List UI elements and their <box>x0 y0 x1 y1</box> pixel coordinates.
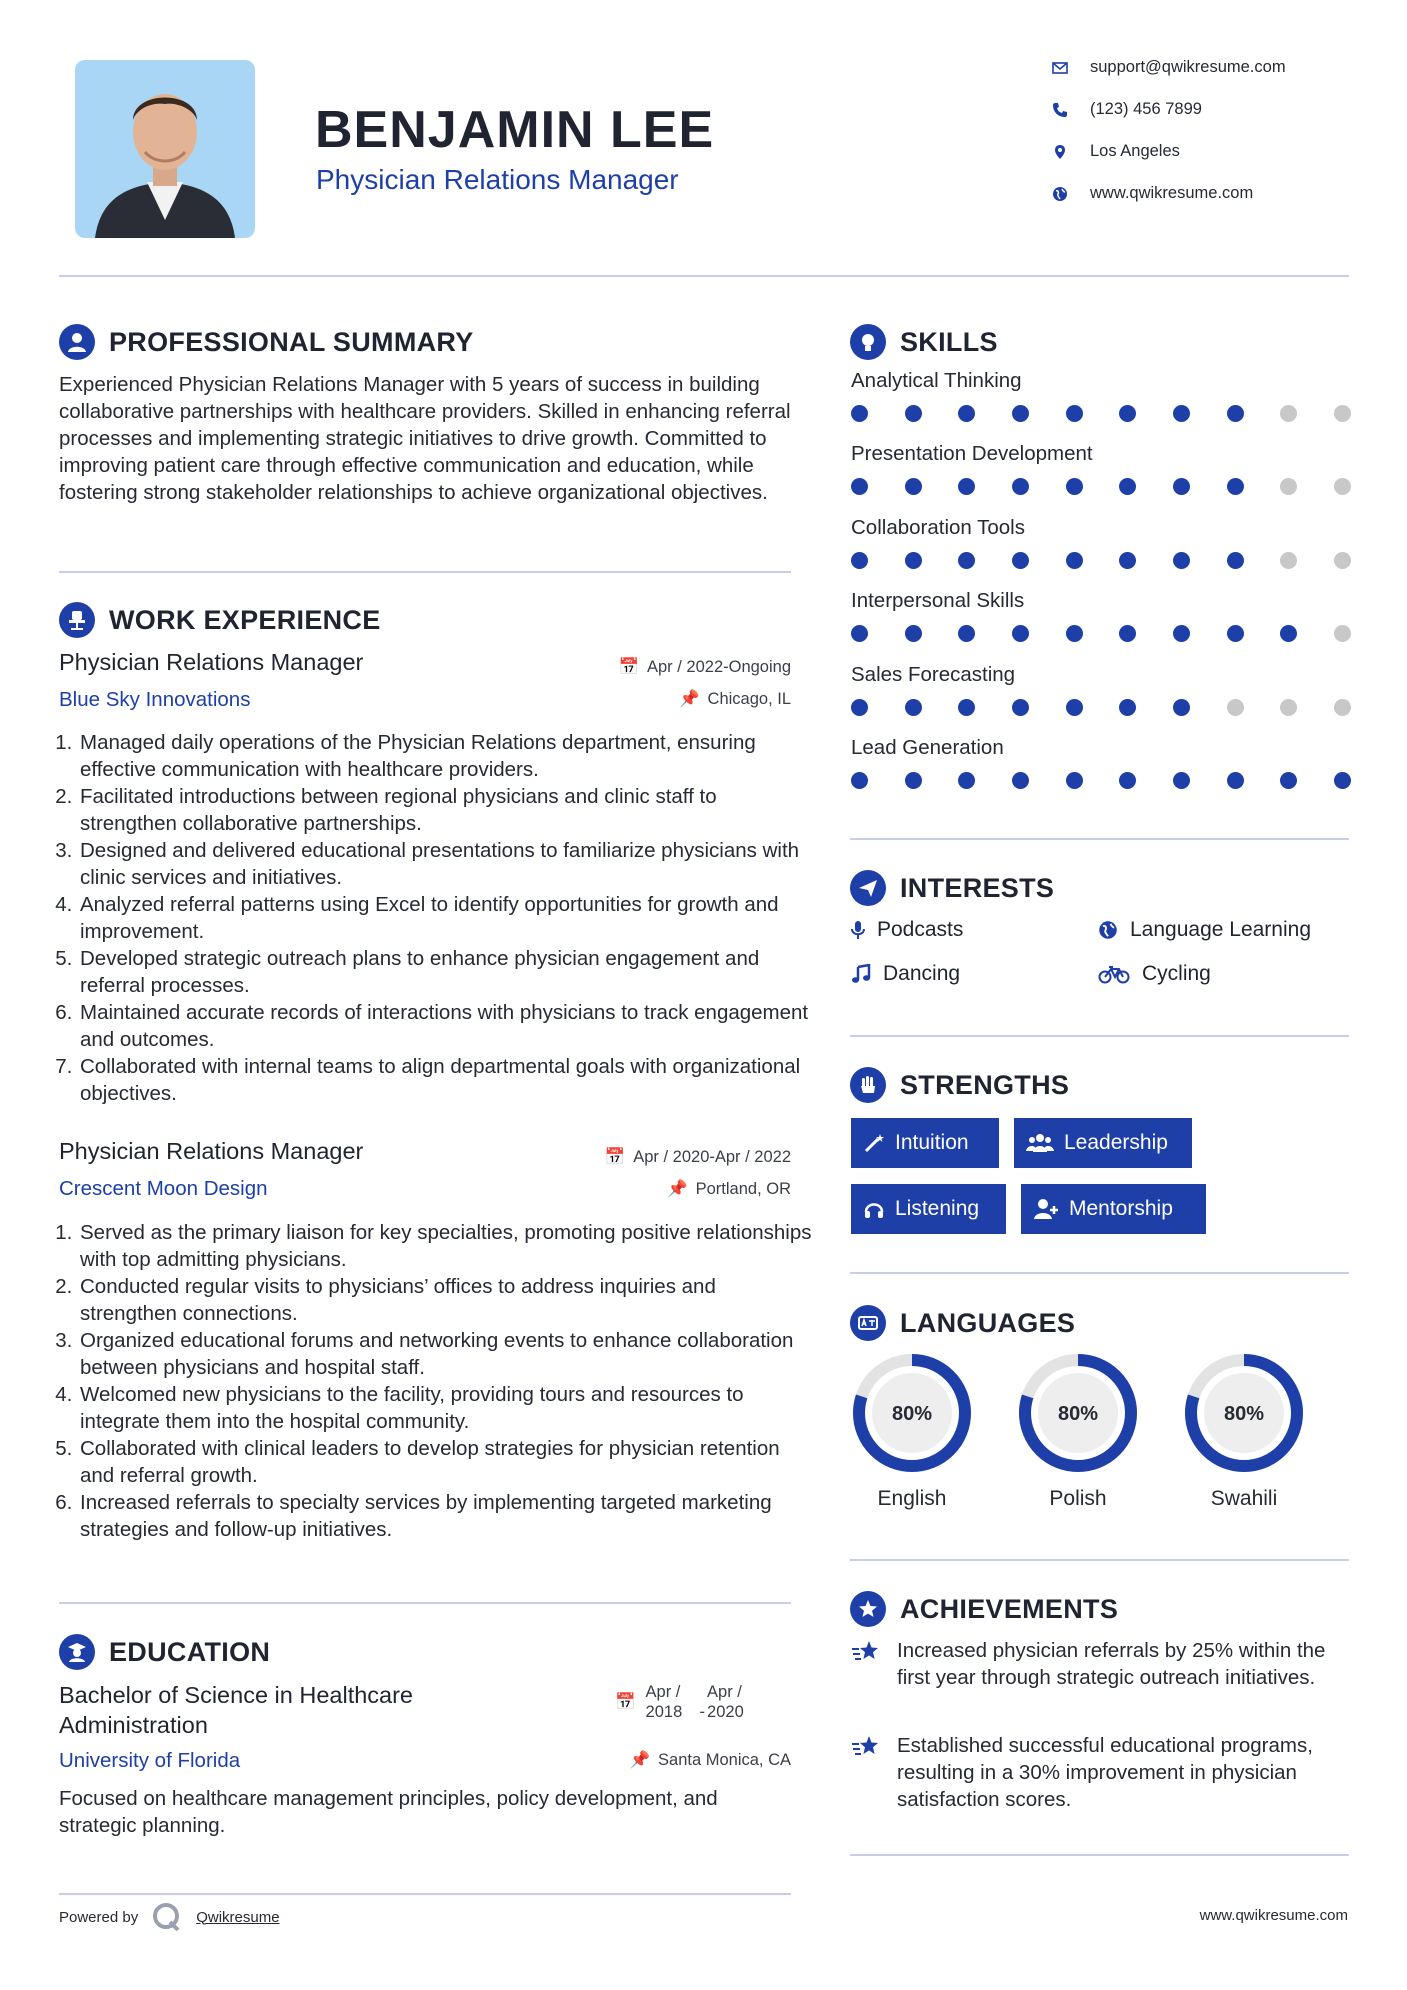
language-progress-ring <box>1183 1352 1305 1474</box>
rating-dot-filled <box>1012 699 1029 716</box>
contact-website-text: www.qwikresume.com <box>1090 184 1254 202</box>
rating-dot-filled <box>1173 699 1190 716</box>
rating-dot-filled <box>1334 772 1351 789</box>
qwikresume-logo-icon <box>150 1900 184 1934</box>
list-item: 7. Collaborated with internal teams to align departmental goals with organizational objectives. <box>78 1053 813 1107</box>
paper-plane-icon <box>850 870 886 906</box>
rating-dot-filled <box>1280 625 1297 642</box>
shooting-star-icon <box>851 1734 883 1760</box>
microphone-icon <box>851 920 865 940</box>
rating-dot-filled <box>1119 552 1136 569</box>
strength-label: Intuition <box>895 1131 969 1154</box>
interest-dancing <box>851 962 960 986</box>
rating-dot-filled <box>1066 552 1083 569</box>
achievements-heading <box>850 1591 1118 1627</box>
rating-dot-filled <box>1119 625 1136 642</box>
rating-dot-filled <box>958 699 975 716</box>
location-pin-icon <box>1052 144 1068 160</box>
job-1-date <box>480 658 791 677</box>
language-ring-swahili <box>1183 1352 1305 1474</box>
skills-heading <box>850 324 998 360</box>
language-icon <box>850 1305 886 1341</box>
achievement-item-1 <box>851 1637 1351 1691</box>
skill-item <box>851 589 1351 662</box>
skill-name: Analytical Thinking <box>851 369 1022 392</box>
calendar-icon: 📅 <box>615 1692 636 1711</box>
language-name: Polish <box>1049 1487 1107 1510</box>
job-1-date-text: Apr / 2022-Ongoing <box>646 658 791 676</box>
education-description: Focused on healthcare management principles, policy development, and strategic planning. <box>59 1787 718 1837</box>
ring-percent-label: 80% <box>1057 1403 1099 1425</box>
rating-dot-empty <box>1334 405 1351 422</box>
lightbulb-icon <box>850 324 886 360</box>
summary-text: Experienced Physician Relations Manager with 5 years of success in building collaborative partnerships with healthcare providers. Skilled in enhancing referral processes and implementing strategic initiatives to drive growth. Committed to improving patient care through effective communication and education, while fostering strong stakeholder relationships to achieve organizational objectives. <box>59 373 791 504</box>
strength-label: Listening <box>895 1197 980 1220</box>
rating-dot-filled <box>851 552 868 569</box>
list-item: 3. Organized educational forums and networking events to enhance collaboration between physicians and hospital staff. <box>78 1327 813 1381</box>
rating-dot-filled <box>851 405 868 422</box>
language-ring-english <box>851 1352 973 1474</box>
rating-dot-empty <box>1280 699 1297 716</box>
job-1-title: Physician Relations Manager <box>59 649 364 675</box>
candidate-name: BENJAMIN LEE <box>315 101 715 159</box>
job-2-date <box>480 1148 791 1167</box>
job-2-title: Physician Relations Manager <box>59 1138 364 1164</box>
job-1-location-text: Chicago, IL <box>707 690 791 708</box>
graduate-icon <box>59 1634 95 1670</box>
phone-icon <box>1052 102 1068 118</box>
ring-percent-label: 80% <box>1223 1403 1265 1425</box>
rating-dot-empty <box>1334 552 1351 569</box>
contact-email[interactable] <box>1052 58 1286 77</box>
rating-dot-filled <box>1012 478 1029 495</box>
education-heading-text: EDUCATION <box>109 1636 271 1667</box>
rating-dot-filled <box>1066 772 1083 789</box>
contact-phone-text: (123) 456 7899 <box>1090 100 1202 118</box>
list-item: 4. Welcomed new physicians to the facility, providing tours and resources to integrate them into the hospital community. <box>78 1381 813 1435</box>
interests-divider <box>850 1035 1349 1037</box>
interest-language-learning <box>1098 918 1311 942</box>
achievement-item-2 <box>851 1732 1351 1813</box>
achievement-text: Increased physician referrals by 25% within the first year through strategic outreach initiatives. <box>897 1639 1326 1689</box>
contact-location <box>1052 142 1180 161</box>
rating-dot-filled <box>958 552 975 569</box>
hand-icon <box>850 1067 886 1103</box>
skill-item <box>851 736 1351 809</box>
person-silhouette-icon <box>75 60 255 238</box>
list-item: 3. Designed and delivered educational presentations to familiarize physicians with clinic services and initiatives. <box>78 837 813 891</box>
rating-dot-filled <box>1173 478 1190 495</box>
education-location-text: Santa Monica, CA <box>658 1751 791 1769</box>
shooting-star-icon <box>851 1639 883 1665</box>
music-note-icon <box>851 964 871 984</box>
rating-dot-empty <box>1280 552 1297 569</box>
globe-icon <box>1098 920 1118 940</box>
pushpin-icon: 📌 <box>667 1180 688 1198</box>
rating-dot-filled <box>905 625 922 642</box>
rating-dot-empty <box>1227 699 1244 716</box>
language-name: Swahili <box>1210 1487 1278 1510</box>
experience-heading-text: WORK EXPERIENCE <box>109 604 381 635</box>
header-divider <box>59 275 1349 277</box>
rating-dot-filled <box>905 699 922 716</box>
education-location <box>480 1751 791 1770</box>
languages-heading <box>850 1305 1075 1341</box>
achievement-text: Established successful educational programs, resulting in a 30% improvement in physician satisfaction scores. <box>897 1734 1313 1811</box>
interests-heading <box>850 870 1054 906</box>
contact-location-text: Los Angeles <box>1090 142 1180 160</box>
summary-divider <box>59 571 791 573</box>
skill-item <box>851 516 1351 589</box>
rating-dot-filled <box>958 405 975 422</box>
user-plus-icon <box>1033 1198 1059 1220</box>
skills-divider <box>850 838 1349 840</box>
job-2-location-text: Portland, OR <box>695 1180 791 1198</box>
rating-dot-filled <box>1173 625 1190 642</box>
job-2-company: Crescent Moon Design <box>59 1177 268 1200</box>
skill-item <box>851 663 1351 736</box>
rating-dot-filled <box>1066 699 1083 716</box>
skill-name: Presentation Development <box>851 442 1093 466</box>
strengths-heading <box>850 1067 1069 1103</box>
rating-dot-filled <box>1066 625 1083 642</box>
qwikresume-link[interactable]: Qwikresume <box>196 1908 280 1926</box>
rating-dot-empty <box>1334 625 1351 642</box>
job-2-bullets <box>59 1219 813 1543</box>
job-1-bullets <box>59 729 813 1107</box>
rating-dot-filled <box>1173 772 1190 789</box>
job-2-location <box>480 1180 791 1199</box>
interest-label: Dancing <box>883 962 961 985</box>
users-icon <box>1026 1132 1054 1154</box>
strength-chip-leadership <box>1014 1118 1192 1168</box>
language-name: English <box>877 1487 947 1510</box>
interest-label: Cycling <box>1142 962 1211 985</box>
skill-rating <box>851 405 1351 422</box>
ring-percent-label: 80% <box>891 1403 933 1425</box>
rating-dot-empty <box>1334 478 1351 495</box>
rating-dot-filled <box>958 478 975 495</box>
rating-dot-filled <box>1173 552 1190 569</box>
languages-divider <box>850 1559 1349 1561</box>
skill-rating <box>851 699 1351 716</box>
skill-name: Sales Forecasting <box>851 662 1016 686</box>
interests-heading-text: INTERESTS <box>900 872 1055 903</box>
rating-dot-filled <box>958 625 975 642</box>
skill-name: Interpersonal Skills <box>851 589 1025 613</box>
rating-dot-filled <box>1173 405 1190 422</box>
contact-website[interactable] <box>1052 184 1253 203</box>
rating-dot-filled <box>1119 699 1136 716</box>
list-item: 6. Maintained accurate records of interactions with physicians to track engagement and outcomes. <box>78 999 813 1053</box>
pushpin-icon: 📌 <box>678 690 700 708</box>
bicycle-icon <box>1098 964 1130 984</box>
achievements-heading-text: ACHIEVEMENTS <box>900 1593 1119 1624</box>
profile-photo <box>75 60 255 238</box>
job-1-company: Blue Sky Innovations <box>59 688 251 711</box>
pushpin-icon: 📌 <box>629 1751 651 1769</box>
job-2-date-text: Apr / 2020-Apr / 2022 <box>633 1148 791 1166</box>
strength-label: Mentorship <box>1069 1197 1173 1220</box>
envelope-icon <box>1052 61 1068 75</box>
experience-heading <box>59 602 381 638</box>
skill-item <box>851 369 1351 442</box>
rating-dot-filled <box>1280 772 1297 789</box>
rating-dot-filled <box>1066 405 1083 422</box>
skill-rating <box>851 478 1351 495</box>
interest-cycling <box>1098 962 1211 986</box>
rating-dot-filled <box>851 625 868 642</box>
rating-dot-filled <box>851 478 868 495</box>
rating-dot-filled <box>1012 405 1029 422</box>
rating-dot-filled <box>905 552 922 569</box>
strength-chip-mentorship <box>1021 1184 1206 1234</box>
calendar-icon: 📅 <box>618 658 639 676</box>
education-date-start: Apr / 2018 <box>645 1683 683 1721</box>
list-item: 5. Developed strategic outreach plans to enhance physician engagement and referral processes. <box>78 945 813 999</box>
rating-dot-empty <box>1280 478 1297 495</box>
rating-dot-filled <box>851 772 868 789</box>
footer-powered <box>59 1900 280 1934</box>
user-circle-icon <box>59 324 95 360</box>
rating-dot-empty <box>1334 699 1351 716</box>
rating-dot-filled <box>905 772 922 789</box>
rating-dot-filled <box>1012 625 1029 642</box>
skill-name: Collaboration Tools <box>851 515 1025 539</box>
achievements-divider <box>850 1854 1349 1856</box>
rating-dot-filled <box>1227 405 1244 422</box>
strengths-heading-text: STRENGTHS <box>900 1069 1070 1100</box>
star-badge-icon <box>850 1591 886 1627</box>
rating-dot-filled <box>1012 772 1029 789</box>
language-progress-ring <box>851 1352 973 1474</box>
education-school: University of Florida <box>59 1749 241 1772</box>
list-item: 5. Collaborated with clinical leaders to develop strategies for physician retention and referral growth. <box>78 1435 813 1489</box>
education-degree: Bachelor of Science in Healthcare Administration <box>59 1682 414 1738</box>
rating-dot-filled <box>1012 552 1029 569</box>
rating-dot-filled <box>905 405 922 422</box>
globe-icon <box>1052 186 1068 202</box>
list-item: 6. Increased referrals to specialty services by implementing targeted marketing strategies and follow-up initiatives. <box>78 1489 813 1543</box>
strengths-divider <box>850 1272 1349 1274</box>
rating-dot-empty <box>1280 405 1297 422</box>
powered-by-text: Powered by <box>59 1908 139 1926</box>
skill-rating <box>851 772 1351 789</box>
footer-url[interactable]: www.qwikresume.com <box>1199 1907 1348 1924</box>
language-ring-polish <box>1017 1352 1139 1474</box>
list-item: 2. Facilitated introductions between regional physicians and clinic staff to strengthen collaborative partnerships. <box>78 783 813 837</box>
rating-dot-filled <box>1227 625 1244 642</box>
interest-label: Podcasts <box>877 918 964 941</box>
headphones-icon <box>863 1198 885 1220</box>
experience-divider <box>59 1602 791 1604</box>
skill-rating <box>851 625 1351 642</box>
skill-name: Lead Generation <box>851 735 1004 759</box>
languages-heading-text: LANGUAGES <box>900 1307 1076 1338</box>
list-item: 1. Served as the primary liaison for key specialties, promoting positive relationships with top admitting physicians. <box>78 1219 813 1273</box>
rating-dot-filled <box>958 772 975 789</box>
education-divider <box>59 1893 791 1895</box>
list-item: 1. Managed daily operations of the Physician Relations department, ensuring effective communication with healthcare providers. <box>78 729 813 783</box>
contact-phone[interactable] <box>1052 100 1202 119</box>
strength-chip-intuition <box>851 1118 999 1168</box>
rating-dot-filled <box>1227 772 1244 789</box>
education-heading <box>59 1634 270 1670</box>
rating-dot-filled <box>1066 478 1083 495</box>
strength-label: Leadership <box>1064 1131 1168 1154</box>
list-item: 2. Conducted regular visits to physicians’ offices to address inquiries and strengthen connections. <box>78 1273 813 1327</box>
interest-podcasts <box>851 918 963 942</box>
interest-label: Language Learning <box>1130 918 1312 941</box>
strength-chip-listening <box>851 1184 1006 1234</box>
rating-dot-filled <box>1227 478 1244 495</box>
education-date-end: Apr / 2020 <box>707 1683 744 1721</box>
skills-list <box>851 369 1351 809</box>
magic-wand-icon <box>863 1132 885 1154</box>
language-progress-ring <box>1017 1352 1139 1474</box>
education-date <box>615 1682 753 1722</box>
skill-rating <box>851 552 1351 569</box>
job-1-location <box>480 690 791 709</box>
summary-heading-text: PROFESSIONAL SUMMARY <box>109 326 474 357</box>
rating-dot-filled <box>905 478 922 495</box>
list-item: 4. Analyzed referral patterns using Excel to identify opportunities for growth and improvement. <box>78 891 813 945</box>
education-date-separator: - <box>699 1703 706 1721</box>
skill-item <box>851 442 1351 515</box>
rating-dot-filled <box>1119 405 1136 422</box>
rating-dot-filled <box>851 699 868 716</box>
rating-dot-filled <box>1119 478 1136 495</box>
rating-dot-filled <box>1119 772 1136 789</box>
chair-icon <box>59 602 95 638</box>
skills-heading-text: SKILLS <box>900 326 998 357</box>
candidate-title: Physician Relations Manager <box>316 164 679 195</box>
rating-dot-filled <box>1227 552 1244 569</box>
contact-email-text: support@qwikresume.com <box>1090 58 1286 76</box>
summary-heading <box>59 324 474 360</box>
calendar-icon: 📅 <box>604 1148 626 1166</box>
